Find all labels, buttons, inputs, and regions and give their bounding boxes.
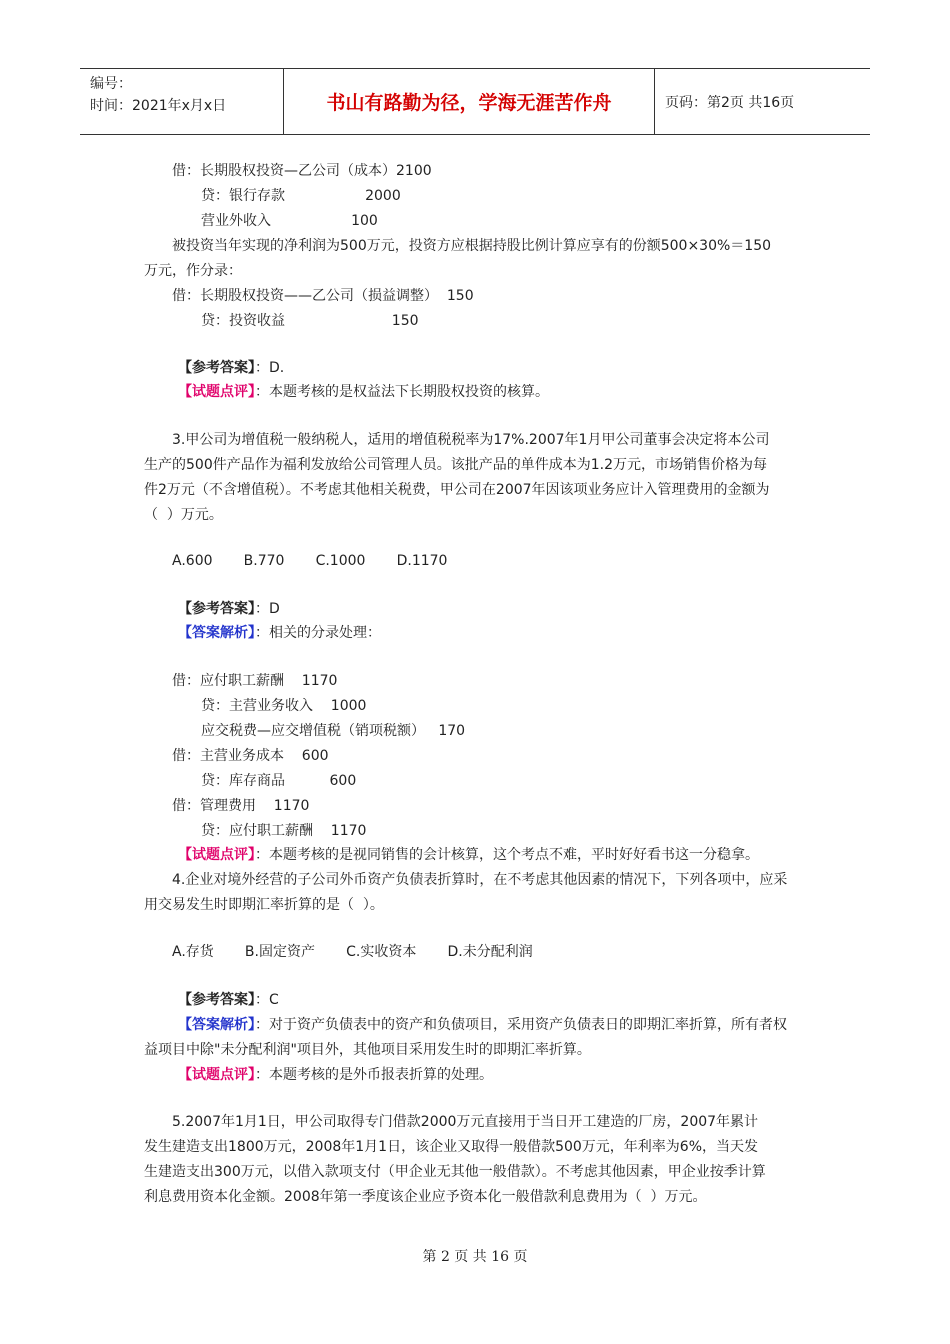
text-line	[172, 671, 337, 691]
text-line	[144, 455, 767, 475]
line-text: ：本题考核的是外币报表折算的处理。	[255, 1067, 493, 1083]
annotation-label: 【答案解析】	[178, 1017, 255, 1033]
text-line	[201, 696, 366, 716]
page-header	[80, 68, 870, 135]
line-text: 发生建造支出1800万元，2008年1月1日，该企业又取得一般借款500万元，年利率为6%，当天发	[144, 1139, 759, 1155]
annotation-line	[178, 623, 381, 643]
text-line	[172, 870, 787, 890]
text-line	[201, 771, 356, 791]
header-page-info: 页码：第2页 共16页	[665, 94, 795, 111]
code-label: 编号：	[90, 76, 132, 92]
text-line	[144, 1040, 591, 1060]
annotation-label: 【答案解析】	[178, 625, 255, 641]
text-line	[201, 311, 419, 331]
line-text: 生产的500件产品作为福利发放给公司管理人员。该批产品的单件成本为1.2万元，市场销售价格为每	[144, 457, 767, 473]
text-line	[172, 430, 769, 450]
text-line	[144, 1162, 766, 1182]
annotation-line	[178, 990, 279, 1010]
text-line	[172, 236, 771, 256]
line-text: ：本题考核的是权益法下长期股权投资的核算。	[255, 384, 549, 400]
line-text: 借：长期股权投资——乙公司（损益调整） 150	[172, 288, 474, 304]
time-label: 时间：2021年x月x日	[90, 98, 227, 114]
annotation-label: 【试题点评】	[178, 384, 255, 400]
line-text: 益项目中除"未分配利润"项目外，其他项目采用发生时的即期汇率折算。	[144, 1042, 591, 1058]
text-line	[144, 1137, 758, 1157]
text-line	[201, 186, 401, 206]
header-motto: 书山有路勤为径，学海无涯苦作舟	[283, 69, 655, 134]
line-text: 贷：银行存款 2000	[201, 188, 401, 204]
line-text: 用交易发生时即期汇率折算的是（ ）。	[144, 897, 384, 913]
line-text: 件2万元（不含增值税）。不考虑其他相关税费，甲公司在2007年因该项业务应计入管理费用的金额为	[144, 482, 770, 498]
line-text: A.600 B.770 C.1000 D.1170	[172, 553, 448, 569]
line-text: 万元，作分录：	[144, 263, 242, 279]
text-line	[172, 551, 447, 571]
line-text: 5.2007年1月1日，甲公司取得专门借款2000万元直接用于当日开工建造的厂房，2007年累计	[172, 1114, 759, 1130]
annotation-label: 【试题点评】	[178, 1067, 255, 1083]
line-text: 贷：投资收益 150	[201, 313, 419, 329]
line-text: 应交税费—应交增值税（销项税额） 170	[201, 723, 466, 739]
annotation-line	[178, 358, 284, 378]
annotation-line	[178, 1015, 787, 1035]
line-text: 生建造支出300万元，以借入款项支付（甲企业无其他一般借款）。不考虑其他因素，甲企业按季计算	[144, 1164, 766, 1180]
line-text: 借：应付职工薪酬 1170	[172, 673, 338, 689]
annotation-line	[178, 845, 759, 865]
line-text: （ ）万元。	[144, 507, 223, 523]
line-text: ：D	[255, 601, 280, 617]
line-text: 借：长期股权投资—乙公司（成本）2100	[172, 163, 432, 179]
page-footer: 第 2 页 共 16 页	[422, 1249, 528, 1265]
line-text: 贷：主营业务收入 1000	[201, 698, 367, 714]
text-line	[144, 895, 384, 915]
line-text: ：对于资产负债表中的资产和负债项目，采用资产负债表日的即期汇率折算，所有者权	[255, 1017, 787, 1033]
text-line	[201, 211, 378, 231]
line-text: 贷：库存商品 600	[201, 773, 357, 789]
text-line	[172, 746, 329, 766]
line-text: 3.甲公司为增值税一般纳税人，适用的增值税税率为17%.2007年1月甲公司董事会决定将本公司	[172, 432, 770, 448]
line-text: 借：管理费用 1170	[172, 798, 310, 814]
line-text: 营业外收入 100	[201, 213, 378, 229]
line-text: ：C	[255, 992, 279, 1008]
text-line	[201, 721, 465, 741]
header-meta	[80, 69, 283, 134]
line-text: 被投资当年实现的净利润为500万元，投资方应根据持股比例计算应享有的份额500×30%＝150	[172, 238, 772, 254]
annotation-line	[178, 382, 549, 402]
text-line	[144, 1187, 707, 1207]
text-line	[172, 286, 474, 306]
line-text: 利息费用资本化金额。2008年第一季度该企业应予资本化一般借款利息费用为（ ）万元。	[144, 1189, 707, 1205]
line-text: ：相关的分录处理：	[255, 625, 381, 641]
text-line	[172, 161, 432, 181]
annotation-line	[178, 1065, 493, 1085]
line-text: ：本题考核的是视同销售的会计核算，这个考点不难，平时好好看书这一分稳拿。	[255, 847, 759, 863]
line-text: 贷：应付职工薪酬 1170	[201, 823, 367, 839]
text-line	[172, 796, 309, 816]
text-line	[144, 261, 242, 281]
text-line	[144, 505, 223, 525]
annotation-label: 【参考答案】	[178, 601, 255, 617]
line-text: ：D.	[255, 360, 285, 376]
annotation-label: 【试题点评】	[178, 847, 255, 863]
text-line	[172, 1112, 758, 1132]
annotation-line	[178, 599, 280, 619]
text-line	[172, 942, 533, 962]
line-text: 借：主营业务成本 600	[172, 748, 329, 764]
text-line	[144, 480, 770, 500]
line-text: 4.企业对境外经营的子公司外币资产负债表折算时，在不考虑其他因素的情况下，下列各项中，应采	[172, 872, 788, 888]
annotation-label: 【参考答案】	[178, 992, 255, 1008]
text-line	[201, 821, 366, 841]
line-text: A.存货 B.固定资产 C.实收资本 D.未分配利润	[172, 944, 533, 960]
annotation-label: 【参考答案】	[178, 360, 255, 376]
